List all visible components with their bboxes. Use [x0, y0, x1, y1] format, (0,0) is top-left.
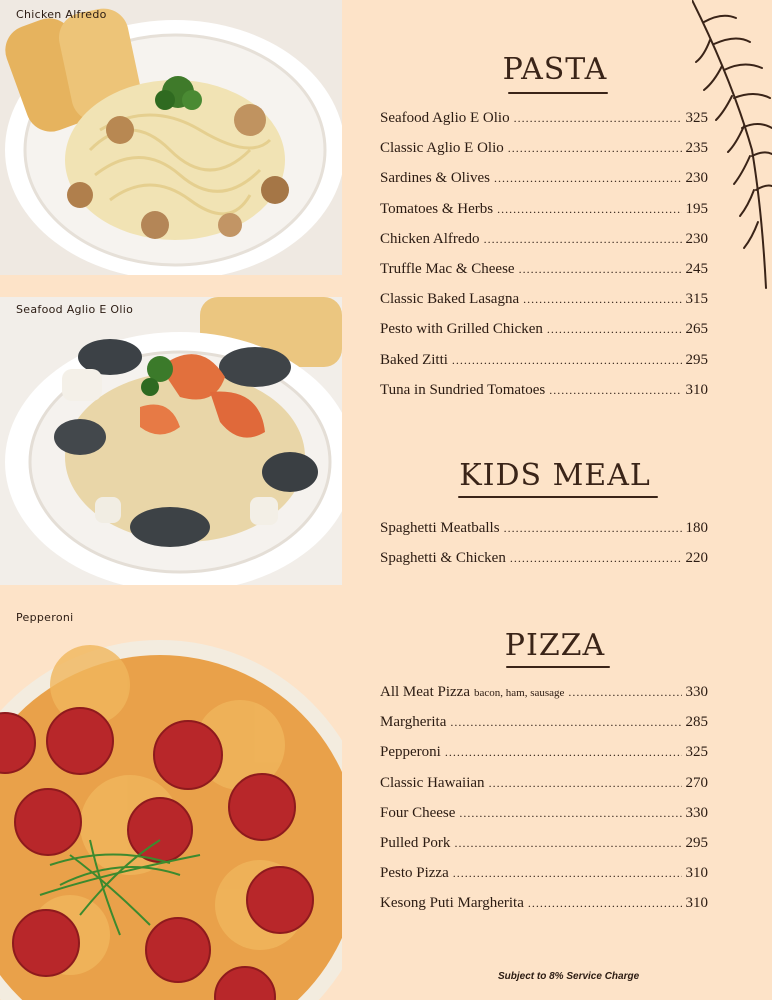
item-price: 270 [685, 774, 708, 791]
dot-leader [568, 685, 681, 700]
item-price: 235 [685, 140, 708, 157]
item-price: 330 [685, 684, 708, 700]
dot-leader [459, 806, 681, 821]
dot-leader [454, 836, 681, 851]
seafood-aglio-e-olio-photo [0, 297, 342, 585]
menu-item [380, 140, 708, 170]
menu-item [380, 714, 708, 744]
item-name: All Meat Pizza [380, 684, 470, 700]
menu-item [380, 805, 708, 835]
menu-item [380, 835, 708, 865]
dot-leader [523, 292, 681, 307]
item-name: Margherita [380, 714, 447, 731]
item-name: Sardines & Olives [380, 170, 490, 187]
item-name: Classic Baked Lasagna [380, 291, 520, 308]
dot-leader [514, 111, 682, 126]
kids-meal-title-underline [458, 496, 658, 498]
pizza-menu-list [380, 684, 708, 926]
item-price: 295 [685, 351, 708, 368]
item-price: 330 [685, 804, 708, 821]
menu-item [380, 895, 708, 925]
menu-item [380, 201, 708, 231]
item-price: 230 [685, 170, 708, 187]
dot-leader [450, 715, 681, 730]
pasta-section-title: PASTA [502, 52, 608, 87]
photo-caption-chicken-alfredo: Chicken Alfredo [16, 8, 107, 21]
dot-leader [489, 776, 682, 791]
pasta-menu-list [380, 110, 708, 412]
kids-meal-menu-list [380, 520, 708, 580]
menu-item [380, 520, 708, 550]
item-name: Pulled Pork [380, 834, 451, 851]
dot-leader [497, 202, 681, 217]
item-price: 180 [685, 520, 708, 536]
item-description: bacon, ham, sausage [473, 687, 565, 699]
menu-item [380, 110, 708, 140]
dot-leader [510, 551, 682, 566]
item-price: 310 [685, 895, 708, 912]
item-price: 310 [685, 381, 708, 398]
dot-leader [547, 322, 682, 337]
dot-leader [484, 232, 682, 247]
menu-item [380, 261, 708, 291]
item-name: Pepperoni [380, 744, 441, 761]
item-name: Truffle Mac & Cheese [380, 260, 515, 277]
pizza-section-title: PIZZA [504, 628, 606, 663]
dot-leader [453, 866, 682, 881]
pepperoni-pizza-photo [0, 625, 342, 1000]
item-name: Baked Zitti [380, 351, 448, 368]
menu-item [380, 170, 708, 200]
menu-item [380, 865, 708, 895]
pasta-title-underline [508, 92, 608, 94]
dot-leader [549, 383, 681, 398]
item-name: Classic Aglio E Olio [380, 140, 504, 157]
menu-item [380, 684, 708, 714]
item-price: 285 [685, 714, 708, 731]
dot-leader [528, 896, 682, 911]
menu-item [380, 775, 708, 805]
dot-leader [504, 521, 682, 536]
item-price: 230 [685, 230, 708, 247]
item-price: 245 [685, 260, 708, 277]
menu-item [380, 291, 708, 321]
menu-item [380, 352, 708, 382]
photo-caption-pepperoni: Pepperoni [16, 611, 74, 624]
item-price: 220 [685, 550, 708, 567]
item-name: Tomatoes & Herbs [380, 200, 494, 217]
item-name: Pesto with Grilled Chicken [380, 321, 543, 338]
kids-meal-section-title: KIDS MEAL [459, 458, 651, 493]
item-name: Four Cheese [380, 804, 456, 821]
dot-leader [519, 262, 682, 277]
pizza-title-underline [506, 666, 610, 668]
item-name: Spaghetti & Chicken [380, 550, 506, 567]
item-price: 315 [685, 291, 708, 308]
dot-leader [452, 353, 682, 368]
item-price: 195 [685, 200, 708, 217]
service-charge-note: Subject to 8% Service Charge [498, 971, 640, 982]
chicken-alfredo-photo [0, 0, 342, 275]
item-name: Kesong Puti Margherita [380, 895, 524, 912]
item-price: 325 [685, 744, 708, 761]
photo-caption-seafood-aglio-e-olio: Seafood Aglio E Olio [16, 303, 134, 316]
item-name: Seafood Aglio E Olio [380, 110, 510, 126]
menu-item [380, 550, 708, 580]
menu-item [380, 744, 708, 774]
item-name: Pesto Pizza [380, 865, 449, 882]
item-name: Classic Hawaiian [380, 774, 485, 791]
item-price: 295 [685, 834, 708, 851]
item-price: 265 [685, 321, 708, 338]
item-name: Chicken Alfredo [380, 230, 480, 247]
item-price: 310 [685, 865, 708, 882]
menu-item [380, 231, 708, 261]
item-name: Spaghetti Meatballs [380, 520, 500, 536]
dot-leader [494, 171, 682, 186]
item-price: 325 [685, 110, 708, 126]
dot-leader [445, 745, 682, 760]
dot-leader [508, 141, 682, 156]
menu-item [380, 321, 708, 351]
item-name: Tuna in Sundried Tomatoes [380, 381, 546, 398]
menu-item [380, 382, 708, 412]
